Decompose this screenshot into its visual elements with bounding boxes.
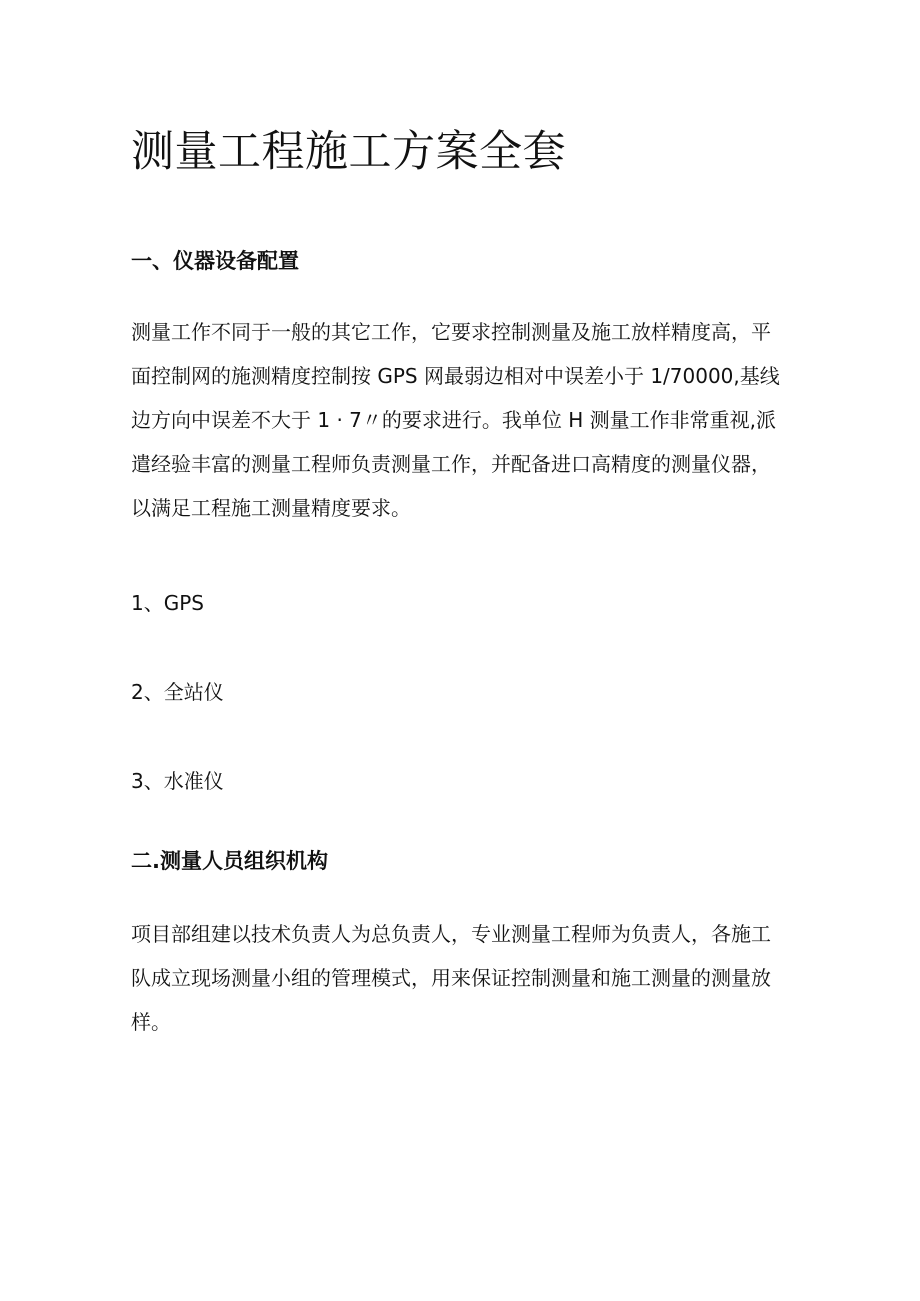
- document-title: 测量工程施工方案全套: [131, 127, 566, 177]
- section-heading-personnel: 二.测量人员组织机构: [131, 849, 328, 873]
- paragraph-line: 测量工作不同于一般的其它工作，它要求控制测量及施工放样精度高，平: [131, 320, 771, 344]
- paragraph-line: 遣经验丰富的测量工程师负责测量工作，并配备进口高精度的测量仪器，: [131, 452, 771, 476]
- paragraph-line: 项目部组建以技术负责人为总负责人，专业测量工程师为负责人，各施工: [131, 922, 771, 946]
- paragraph-line: 边方向中误差不大于 1 · 7〃的要求进行。我单位 H 测量工作非常重视,派: [131, 408, 776, 432]
- section-paragraph-equipment: [131, 310, 780, 530]
- paragraph-line: 队成立现场测量小组的管理模式，用来保证控制测量和施工测量的测量放: [131, 966, 771, 990]
- list-item-gps: 1、GPS: [131, 591, 204, 615]
- section-heading-equipment: 一、仪器设备配置: [131, 249, 299, 273]
- paragraph-line: 面控制网的施测精度控制按 GPS 网最弱边相对中误差小于 1/70000,基线: [131, 364, 780, 388]
- list-item-total-station: 2、全站仪: [131, 680, 224, 704]
- section-paragraph-personnel: [131, 912, 771, 1044]
- paragraph-line: 样。: [131, 1010, 171, 1034]
- list-item-level: 3、水准仪: [131, 769, 224, 793]
- paragraph-line: 以满足工程施工测量精度要求。: [131, 496, 411, 520]
